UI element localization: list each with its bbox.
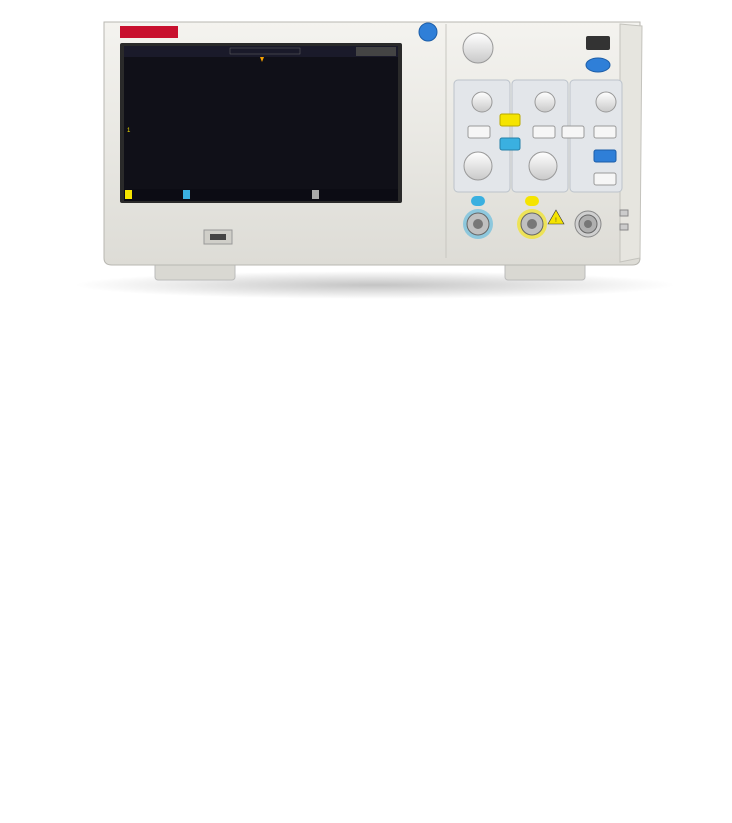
help-button[interactable] [594,173,616,185]
svg-text:1: 1 [127,128,131,134]
brand-logo [120,26,178,38]
ext-trig-bnc-connector[interactable] [575,211,601,237]
oscilloscope-screen [124,46,398,201]
set-to-zero-button[interactable] [562,126,584,138]
trigger-level-knob[interactable] [596,92,616,112]
vertical-position-knob[interactable] [472,92,492,112]
default-button[interactable] [594,150,616,162]
hori-menu-button[interactable] [533,126,555,138]
auto-button[interactable] [586,58,610,72]
ch2-bnc-connector[interactable] [517,209,547,239]
sec-div-knob[interactable] [529,152,557,180]
run-stop-button[interactable] [586,36,610,50]
ch2-button[interactable] [500,138,520,150]
ch1-bnc-connector[interactable] [463,209,493,239]
volts-div-knob[interactable] [464,152,492,180]
math-button[interactable] [468,126,490,138]
print-button[interactable] [419,23,437,41]
trig-menu-button[interactable] [594,126,616,138]
svg-text:!: ! [555,218,557,224]
multi-knob[interactable] [463,33,493,63]
ch1-button[interactable] [500,114,520,126]
horizontal-position-knob[interactable] [535,92,555,112]
oscilloscope-image [0,0,732,305]
